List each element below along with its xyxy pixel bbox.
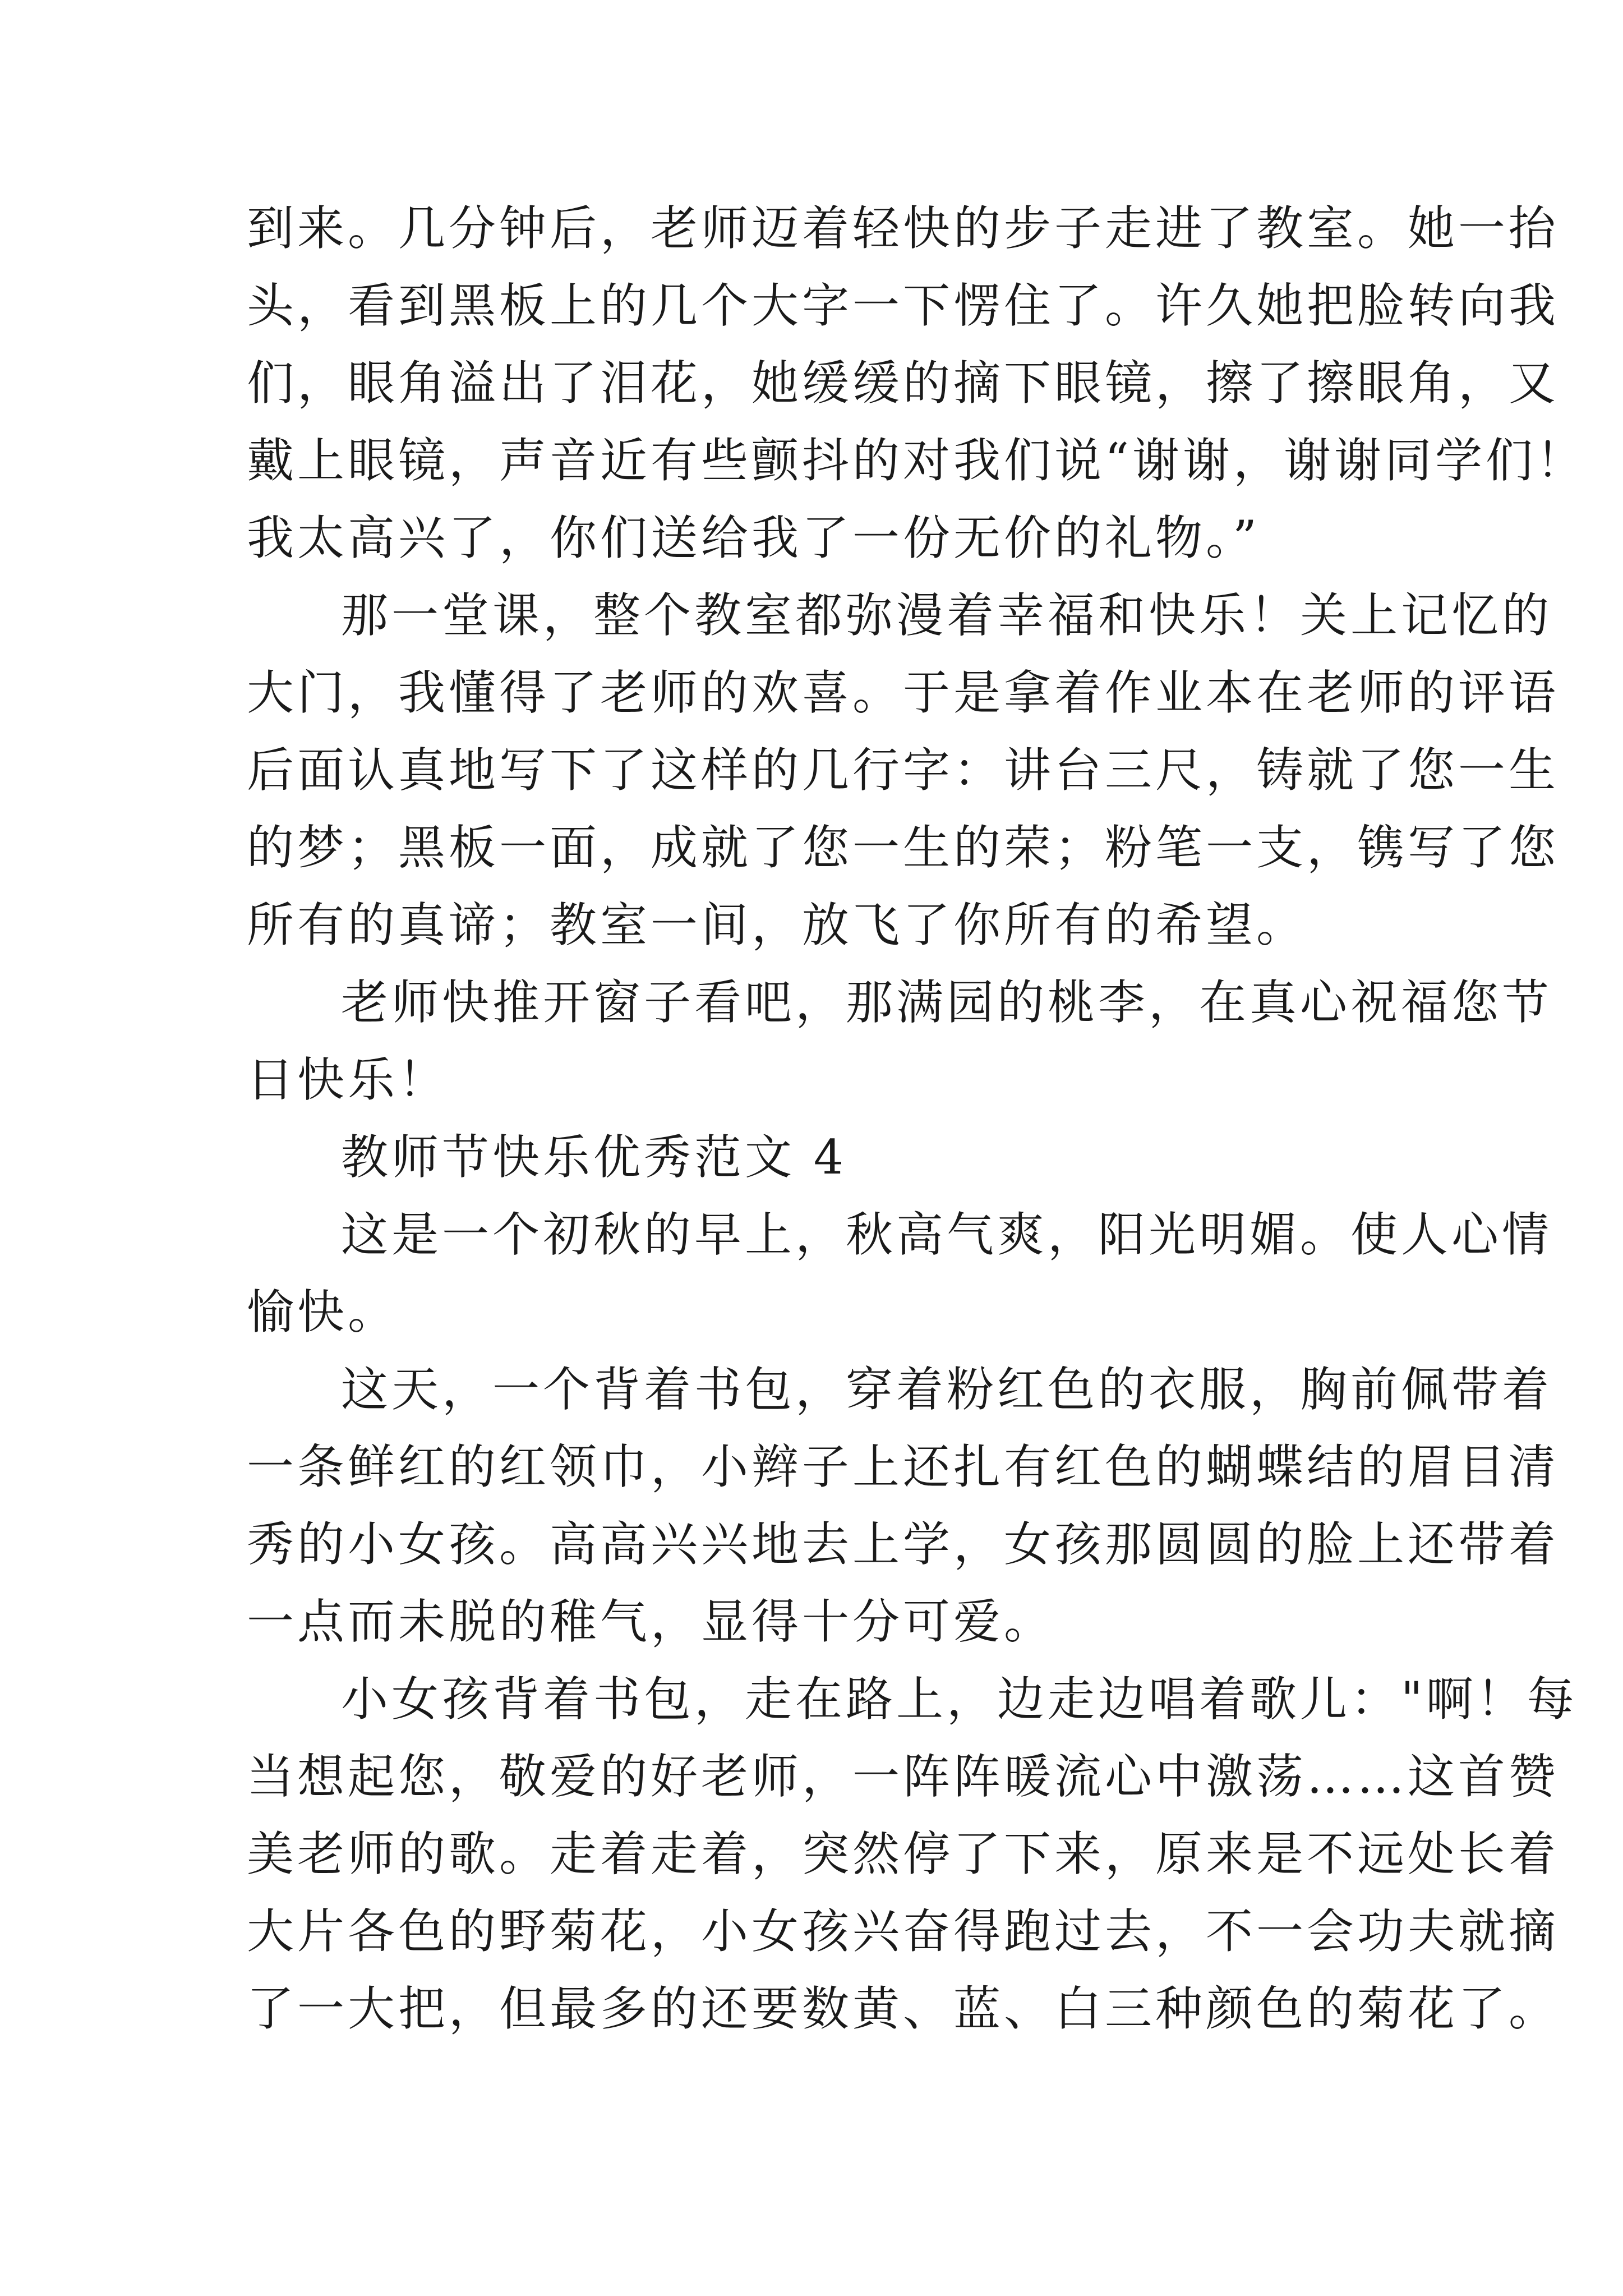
text-line: 所有的真谛；教室一间，放飞了你所有的希望。	[247, 898, 1307, 953]
text-line: 当想起您，敬爱的好老师，一阵阵暖流心中激荡……这首赞	[247, 1749, 1560, 1804]
text-line: 这天，一个背着书包，穿着粉红色的衣服，胸前佩带着	[341, 1362, 1553, 1417]
text-line: 到来。几分钟后，老师迈着轻快的步子走进了教室。她一抬	[247, 201, 1560, 256]
text-line: 教师节快乐优秀范文 4	[341, 1130, 847, 1185]
text-line: 戴上眼镜，声音近有些颤抖的对我们说“谢谢，谢谢同学们！	[247, 433, 1587, 488]
text-line: 这是一个初秋的早上，秋高气爽，阳光明媚。使人心情	[341, 1207, 1553, 1262]
text-line: 大片各色的野菊花，小女孩兴奋得跑过去，不一会功夫就摘	[247, 1904, 1560, 1959]
text-line: 日快乐！	[247, 1052, 449, 1107]
text-line: 了一大把，但最多的还要数黄、蓝、白三种颜色的菊花了。	[247, 1981, 1560, 2036]
text-line: 一条鲜红的红领巾，小辫子上还扎有红色的蝴蝶结的眉目清	[247, 1439, 1560, 1494]
text-line: 一点而未脱的稚气，显得十分可爱。	[247, 1594, 1055, 1649]
text-line: 美老师的歌。走着走着，突然停了下来，原来是不远处长着	[247, 1826, 1560, 1881]
text-line: 的梦；黑板一面，成就了您一生的荣；粉笔一支，镌写了您	[247, 820, 1560, 875]
text-line: 小女孩背着书包，走在路上，边走边唱着歌儿："啊！每	[341, 1672, 1578, 1727]
text-line: 老师快推开窗子看吧，那满园的桃李，在真心祝福您节	[341, 975, 1553, 1030]
text-line: 大门，我懂得了老师的欢喜。于是拿着作业本在老师的评语	[247, 665, 1560, 720]
text-line: 那一堂课，整个教室都弥漫着幸福和快乐！关上记忆的	[341, 588, 1553, 643]
text-line: 们，眼角溢出了泪花，她缓缓的摘下眼镜，擦了擦眼角，又	[247, 356, 1560, 411]
text-line: 后面认真地写下了这样的几行字：讲台三尺，铸就了您一生	[247, 743, 1560, 798]
body-text	[247, 190, 1587, 2047]
text-line: 我太高兴了，你们送给我了一份无价的礼物。”	[247, 510, 1260, 565]
text-line: 秀的小女孩。高高兴兴地去上学，女孩那圆圆的脸上还带着	[247, 1517, 1560, 1572]
text-line: 愉快。	[247, 1285, 399, 1340]
text-line: 头，看到黑板上的几个大字一下愣住了。许久她把脸转向我	[247, 278, 1560, 333]
